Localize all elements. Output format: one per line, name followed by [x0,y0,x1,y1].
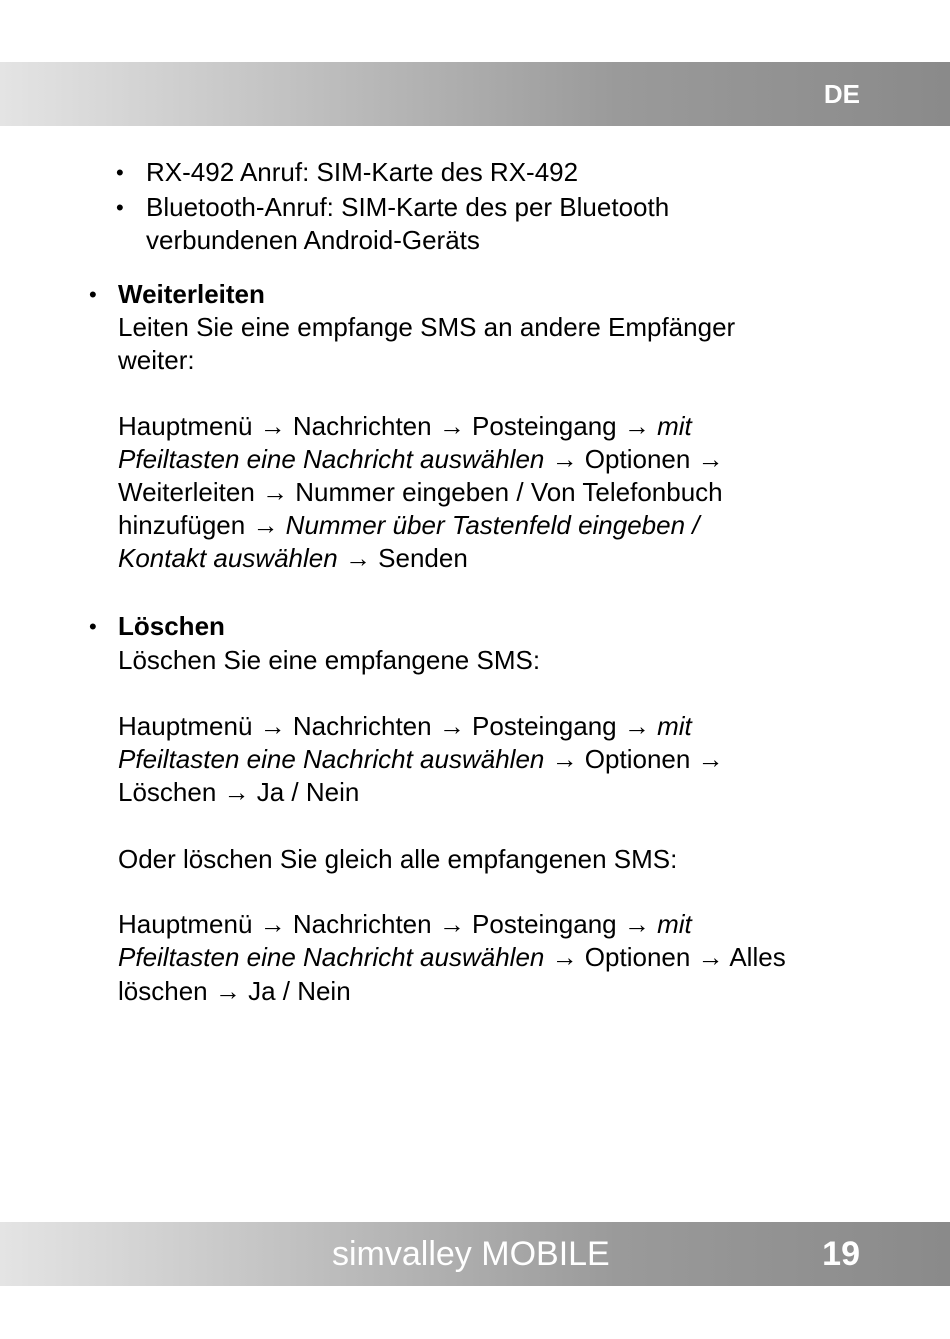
path-text-italic: Pfeiltasten eine Nachricht auswählen [118,744,545,774]
path-text: → Senden [337,543,468,573]
bullet-icon: • [116,195,124,220]
path-text-italic: Pfeiltasten eine Nachricht auswählen [118,942,545,972]
section-description: weiter: [118,345,195,375]
footer-band [0,1222,950,1286]
path-text: Hauptmenü → Nachrichten → Posteingang → [118,411,658,441]
section-description: Leiten Sie eine empfange SMS an andere Empfänger [118,312,736,342]
menu-path-line [118,542,468,575]
brand-name: simvalley MOBILE [332,1235,610,1273]
page-number: 19 [822,1235,860,1273]
path-text-italic: mit [657,909,692,939]
menu-path-line [118,443,724,476]
bullet-icon: • [116,160,124,185]
path-text-italic: Nummer über Tastenfeld eingeben / [285,510,700,540]
path-text: → Optionen → [544,744,724,774]
path-text: → Optionen → Alles [544,942,786,972]
bullet-icon: • [89,614,97,639]
section-title-weiterleiten: Weiterleiten [118,279,265,309]
header-band [0,62,950,126]
sub-item-line: RX-492 Anruf: SIM-Karte des RX-492 [146,157,579,187]
menu-path-line: Weiterleiten → Nummer eingeben / Von Telefonbuch [118,477,723,507]
section-description: Löschen Sie eine empfangene SMS: [118,645,541,675]
path-text-italic: mit [657,411,692,441]
path-text-italic: mit [657,711,692,741]
path-text-italic: Kontakt auswählen [118,543,338,573]
menu-path-line [118,509,700,542]
sub-item-line: Bluetooth-Anruf: SIM-Karte des per Bluetooth [146,192,670,222]
menu-path-line [118,410,692,443]
menu-path-line: löschen → Ja / Nein [118,976,351,1006]
menu-path-line [118,743,724,776]
path-text-italic: Pfeiltasten eine Nachricht auswählen [118,444,545,474]
path-text: hinzufügen → [118,510,286,540]
path-text: Hauptmenü → Nachrichten → Posteingang → [118,909,658,939]
bullet-icon: • [89,282,97,307]
menu-path-line [118,941,786,974]
language-code: DE [823,79,860,109]
menu-path-line [118,908,692,941]
section-description: Oder löschen Sie gleich alle empfangenen SMS: [118,844,678,874]
menu-path-line: Löschen → Ja / Nein [118,777,360,807]
path-text: Hauptmenü → Nachrichten → Posteingang → [118,711,658,741]
sub-item-line: verbundenen Android-Geräts [146,225,480,255]
section-title-loeschen: Löschen [118,611,225,641]
path-text: → Optionen → [544,444,724,474]
menu-path-line [118,710,692,743]
